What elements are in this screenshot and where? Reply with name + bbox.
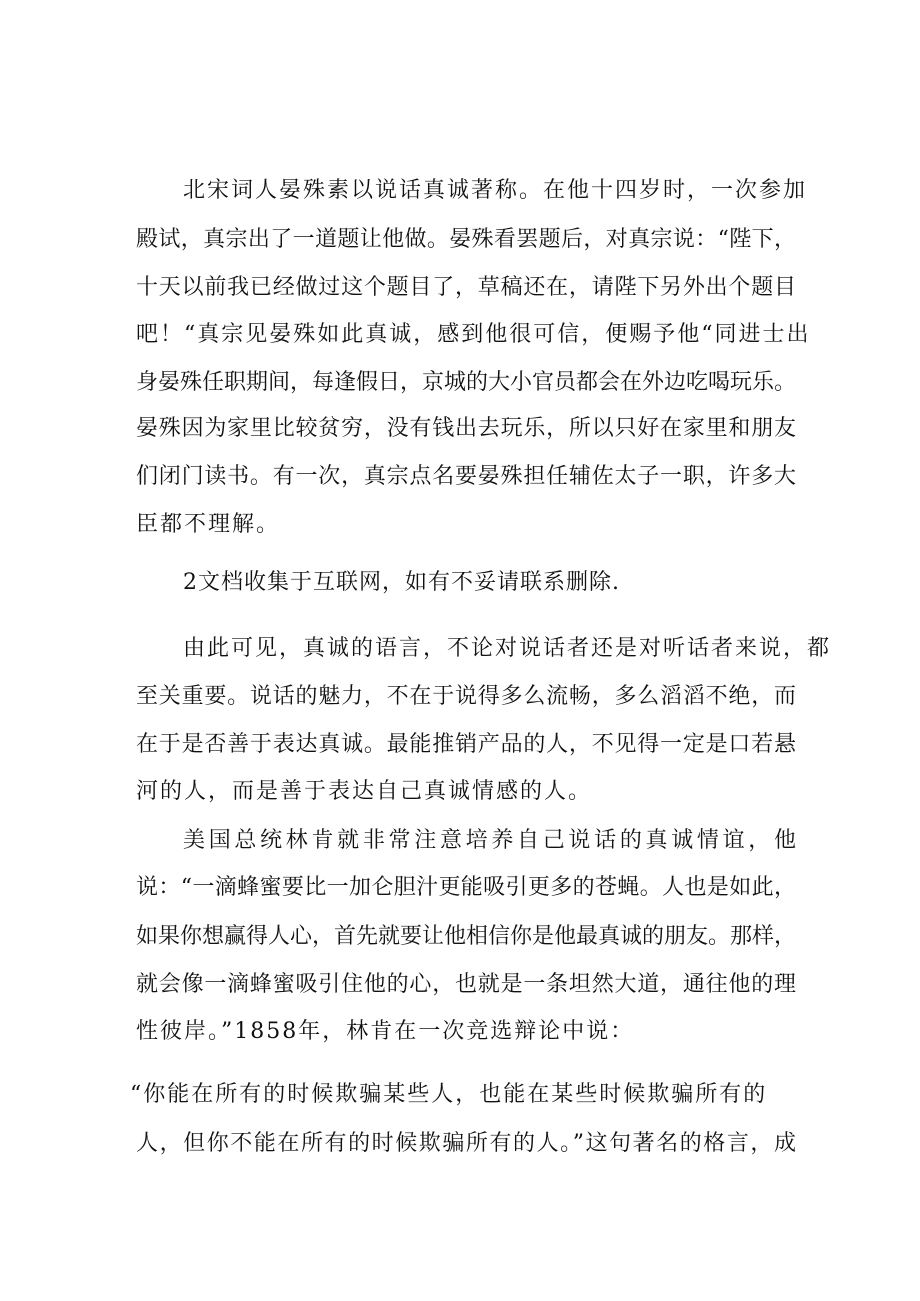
text-line: 吧！“真宗见晏殊如此真诚，感到他很可信，便赐予他“同进士出: [136, 322, 811, 347]
text-line: 河的人，而是善于表达自己真诚情感的人。: [136, 779, 593, 804]
text-line: 由此可见，真诚的语言，不论对说话者还是对听话者来说，都: [183, 636, 832, 661]
text-line: 在于是否善于表达真诚。最能推销产品的人，不见得一定是口若悬: [136, 732, 796, 757]
text-line: 如果你想赢得人心，首先就要让他相信你是他最真诚的朋友。那样，: [136, 924, 797, 949]
text-line: 美国总统林肯就非常注意培养自己说话的真诚情谊，他: [183, 828, 796, 853]
text-line: 殿试，真宗出了一道题让他做。晏殊看罢题后，对真宗说：“陛下，: [136, 227, 796, 252]
text-line: 北宋词人晏殊素以说话真诚著称。在他十四岁时，一次参加: [183, 178, 808, 203]
text-line: 晏殊因为家里比较贫穷，没有钱出去玩乐，所以只好在家里和朋友: [136, 416, 796, 441]
text-line: “你能在所有的时候欺骗某些人，也能在某些时候欺骗所有的: [130, 1082, 768, 1107]
text-line: 说：“一滴蜂蜜要比一加仑胆汁更能吸引更多的苍蝇。人也是如此，: [136, 875, 796, 900]
text-line: 2文档收集于互联网，如有不妥请联系删除.: [183, 570, 620, 595]
text-line: 就会像一滴蜂蜜吸引住他的心，也就是一条坦然大道，通往他的理: [136, 972, 796, 997]
text-line: 臣都不理解。: [136, 512, 281, 537]
text-line: 至关重要。说话的魅力，不在于说得多么流畅，多么滔滔不绝，而: [136, 684, 796, 709]
text-line: 十天以前我已经做过这个题目了，草稿还在，请陛下另外出个题目: [136, 275, 796, 300]
text-line: 身晏殊任职期间，每逢假日，京城的大小官员都会在外边吃喝玩乐。: [136, 370, 797, 395]
text-line: 们闭门读书。有一次，真宗点名要晏殊担任辅佐太子一职，许多大: [136, 464, 796, 489]
text-line: 性彼岸。”1858年，林肯在一次竞选辩论中说：: [136, 1019, 635, 1044]
text-line: 人，但你不能在所有的时候欺骗所有的人。”这句著名的格言，成: [136, 1131, 796, 1156]
